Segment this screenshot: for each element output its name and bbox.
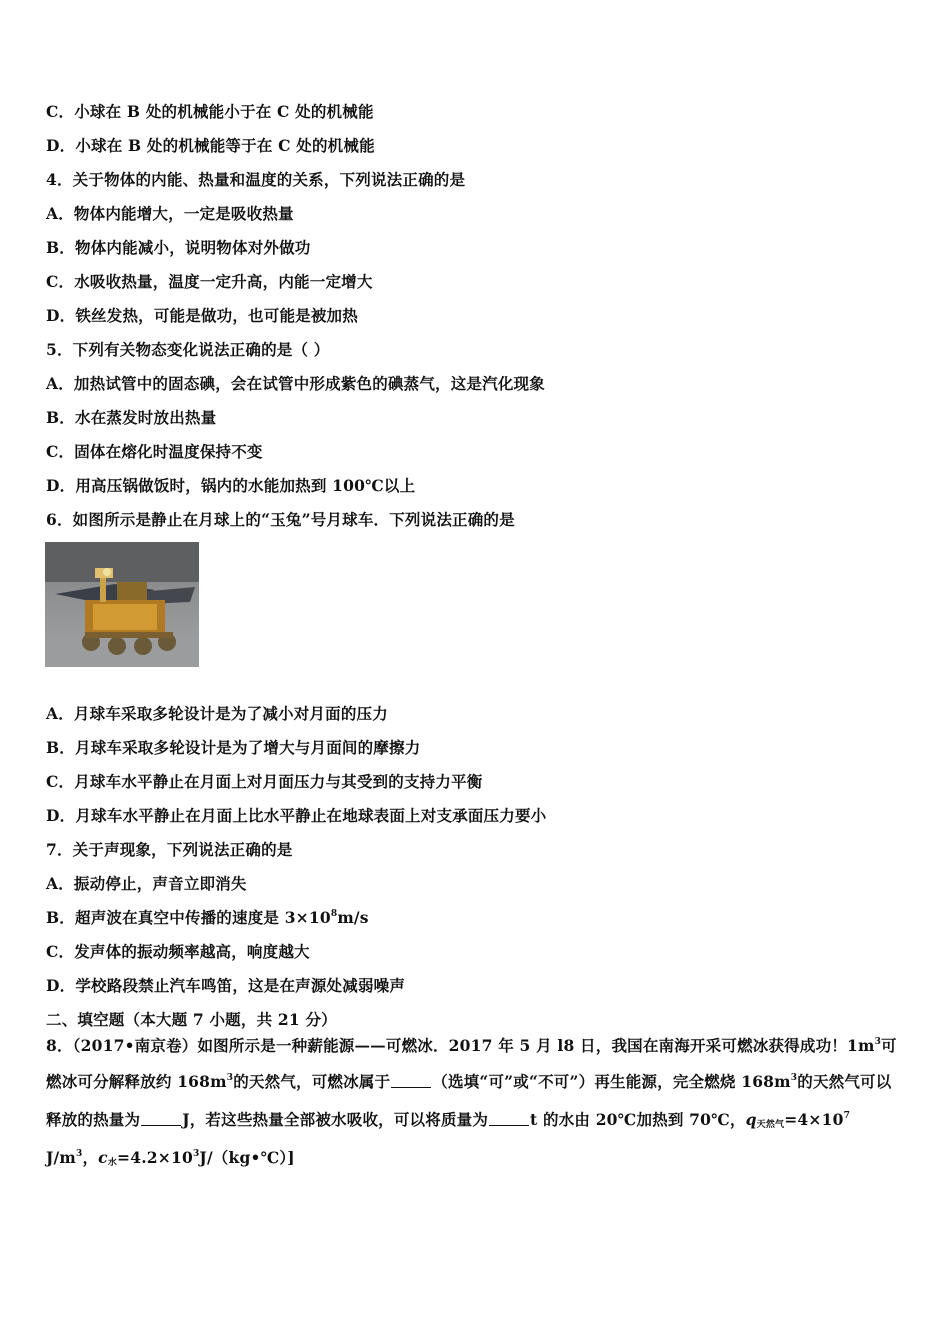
question-8-line-2: 燃冰可分解释放约 $168m^3$的天然气，可燃冰属于 （选填“可”或“不可”）再生能源，完全燃烧 $168m^3$的天然气可以 xyxy=(46,1072,892,1091)
option-c-q6: C．月球车水平静止在月面上对月面压力与其受到的支持力平衡 xyxy=(46,772,483,791)
option-c-q3: C．小球在 B 处的机械能小于在 C 处的机械能 xyxy=(46,102,374,121)
option-b-q7: B．超声波在真空中传播的速度是 $3\times 10^8m/s$ xyxy=(46,908,369,927)
option-c-q4: C．水吸收热量，温度一定升高，内能一定增大 xyxy=(46,272,373,291)
option-a-q5: A．加热试管中的固态碘，会在试管中形成紫色的碘蒸气，这是汽化现象 xyxy=(46,374,545,393)
answer-blank-1[interactable] xyxy=(391,1073,431,1088)
question-5: 5．下列有关物态变化说法正确的是（ ） xyxy=(46,340,330,359)
option-a-q7: A．振动停止，声音立即消失 xyxy=(46,874,247,893)
question-4: 4．关于物体的内能、热量和温度的关系，下列说法正确的是 xyxy=(46,170,466,189)
question-8-line-1: 8．（2017•南京卷）如图所示是一种薪能源——可燃冰．2017 年 5 月 l8 日，我国在南海开采可燃冰获得成功！$1m^3$可 xyxy=(46,1036,897,1055)
question-6: 6．如图所示是静止在月球上的“玉兔”号月球车．下列说法正确的是 xyxy=(46,510,515,529)
option-d-q5: D．用高压锅做饭时，锅内的水能加热到 100℃以上 xyxy=(46,476,416,495)
option-c-q5: C．固体在熔化时温度保持不变 xyxy=(46,442,263,461)
section-heading-fill-in: 二、填空题（本大题 7 小题，共 21 分） xyxy=(46,1010,337,1029)
option-b-q5: B．水在蒸发时放出热量 xyxy=(46,408,217,427)
option-c-q7: C．发声体的振动频率越高，响度越大 xyxy=(46,942,310,961)
option-d-q7: D．学校路段禁止汽车鸣笛，这是在声源处减弱噪声 xyxy=(46,976,406,995)
question-8-line-4: $J/m^3$，$c_水=4.2\times 10^3J/(kg•℃)$] xyxy=(46,1148,295,1168)
option-d-q6: D．月球车水平静止在月面上比水平静止在地球表面上对支承面压力要小 xyxy=(46,806,547,825)
option-a-q6: A．月球车采取多轮设计是为了减小对月面的压力 xyxy=(46,704,388,723)
answer-blank-3[interactable] xyxy=(489,1111,529,1126)
option-d-q4: D．铁丝发热，可能是做功，也可能是被加热 xyxy=(46,306,358,325)
answer-blank-2[interactable] xyxy=(141,1111,181,1126)
option-b-q6: B．月球车采取多轮设计是为了增大与月面间的摩擦力 xyxy=(46,738,421,757)
lunar-rover-photo-icon xyxy=(45,542,199,667)
option-d-q3: D．小球在 B 处的机械能等于在 C 处的机械能 xyxy=(46,136,375,155)
option-a-q4: A．物体内能增大，一定是吸收热量 xyxy=(46,204,294,223)
option-b-q4: B．物体内能减小，说明物体对外做功 xyxy=(46,238,311,257)
question-8-line-3: 释放的热量为 J，若这些热量全部被水吸收，可以将质量为 t 的水由 20℃加热到 70℃，$q_{天然气}=4\times 10^7$ xyxy=(46,1110,851,1130)
question-7: 7．关于声现象，下列说法正确的是 xyxy=(46,840,293,859)
